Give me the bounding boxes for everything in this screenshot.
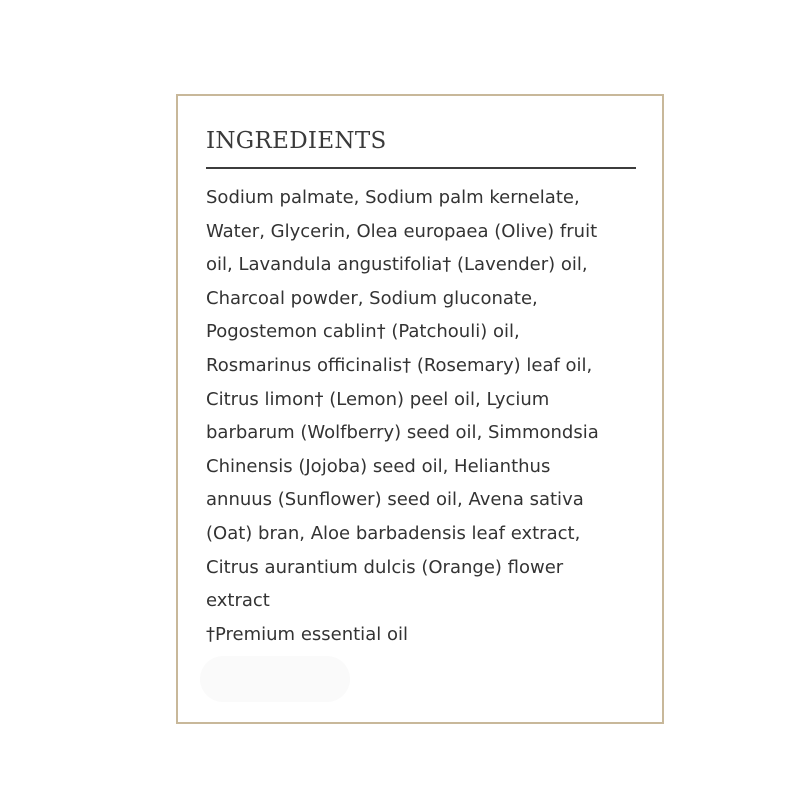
- background-smudge: [200, 656, 350, 702]
- ingredient-line: extract: [206, 590, 270, 612]
- ingredients-list: [206, 181, 646, 651]
- ingredient-line: (Oat) bran, Aloe barbadensis leaf extract,: [206, 522, 581, 544]
- ingredients-card: [176, 94, 664, 724]
- ingredient-line: Citrus aurantium dulcis (Orange) flower: [206, 556, 564, 578]
- ingredient-line: oil, Lavandula angustifolia† (Lavender) oil,: [206, 254, 588, 276]
- footnote: †Premium essential oil: [206, 623, 408, 645]
- heading-divider: [206, 167, 636, 169]
- ingredient-line: Charcoal powder, Sodium gluconate,: [206, 287, 538, 309]
- ingredient-line: Rosmarinus officinalis† (Rosemary) leaf oil,: [206, 354, 593, 376]
- ingredient-line: Sodium palmate, Sodium palm kernelate,: [206, 187, 580, 208]
- ingredient-line: Chinensis (Jojoba) seed oil, Helianthus: [206, 455, 551, 477]
- ingredient-line: annuus (Sunflower) seed oil, Avena sativa: [206, 489, 584, 511]
- ingredient-line: barbarum (Wolfberry) seed oil, Simmondsia: [206, 422, 599, 444]
- ingredient-line: Water, Glycerin, Olea europaea (Olive) fruit: [206, 220, 598, 242]
- ingredients-heading: INGREDIENTS: [206, 128, 387, 154]
- ingredient-line: Citrus limon† (Lemon) peel oil, Lycium: [206, 388, 550, 410]
- ingredient-line: Pogostemon cablin† (Patchouli) oil,: [206, 321, 520, 343]
